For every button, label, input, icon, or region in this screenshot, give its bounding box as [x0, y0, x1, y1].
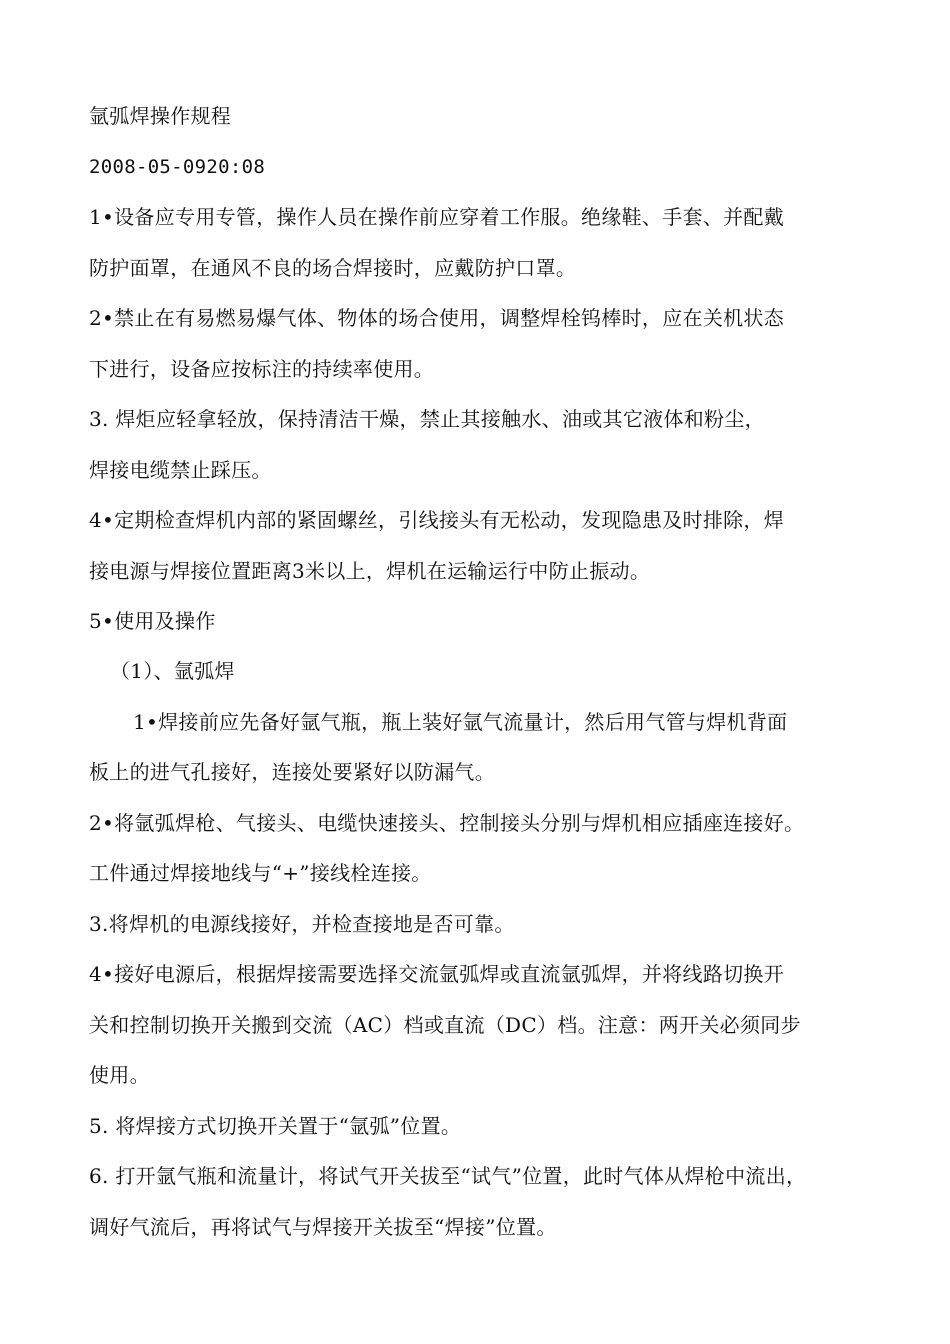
text-line: 板上的进气孔接好，连接处要紧好以防漏气。: [89, 760, 495, 784]
text-line: 工件通过焊接地线与“+”接线栓连接。: [89, 861, 432, 885]
text-line: 4•接好电源后，根据焊接需要选择交流氩弧焊或直流氩弧焊，并将线路切换开: [89, 962, 785, 986]
text-line: 5. 将焊接方式切换开关置于“氩弧”位置。: [89, 1114, 462, 1138]
section-heading: （1）、氩弧焊: [110, 659, 235, 683]
text-line: 防护面罩，在通风不良的场合焊接时，应戴防护口罩。: [89, 256, 577, 280]
text-line: 接电源与焊接位置距离3米以上，焊机在运输运行中防止振动。: [89, 559, 651, 583]
text-line: 5•使用及操作: [89, 609, 216, 633]
text-line: 使用。: [89, 1063, 150, 1087]
text-line: 下进行，设备应按标注的持续率使用。: [89, 357, 435, 381]
text-line: 焊接电缆禁止踩压。: [89, 458, 272, 482]
text-line: 3.将焊机的电源线接好，并检查接地是否可靠。: [89, 912, 515, 936]
document-title: 氩弧焊操作规程: [89, 104, 232, 128]
text-line: 2•将氩弧焊枪、气接头、电缆快速接头、控制接头分别与焊机相应插座连接好。: [89, 811, 805, 835]
text-line: 调好气流后，再将试气与焊接开关拔至“焊接”位置。: [89, 1215, 557, 1239]
text-line: 关和控制切换开关搬到交流（AC）档或直流（DC）档。注意：两开关必须同步: [89, 1013, 801, 1037]
text-line: 1•焊接前应先备好氩气瓶，瓶上装好氩气流量计，然后用气管与焊机背面: [133, 710, 788, 734]
text-line: 4•定期检查焊机内部的紧固螺丝，引线接头有无松动，发现隐患及时排除，焊: [89, 508, 785, 532]
text-line: 6. 打开氩气瓶和流量计，将试气开关拔至“试气”位置，此时气体从焊枪中流出，: [89, 1164, 807, 1188]
document-date: 2008-05-0920:08: [89, 156, 266, 178]
text-line: 1•设备应专用专管，操作人员在操作前应穿着工作服。绝缘鞋、手套、并配戴: [89, 205, 785, 229]
text-line: 3. 焊炬应轻拿轻放，保持清洁干燥，禁止其接触水、油或其它液体和粉尘，: [89, 407, 765, 431]
text-line: 2•禁止在有易燃易爆气体、物体的场合使用，调整焊栓钨棒时，应在关机状态: [89, 306, 785, 330]
